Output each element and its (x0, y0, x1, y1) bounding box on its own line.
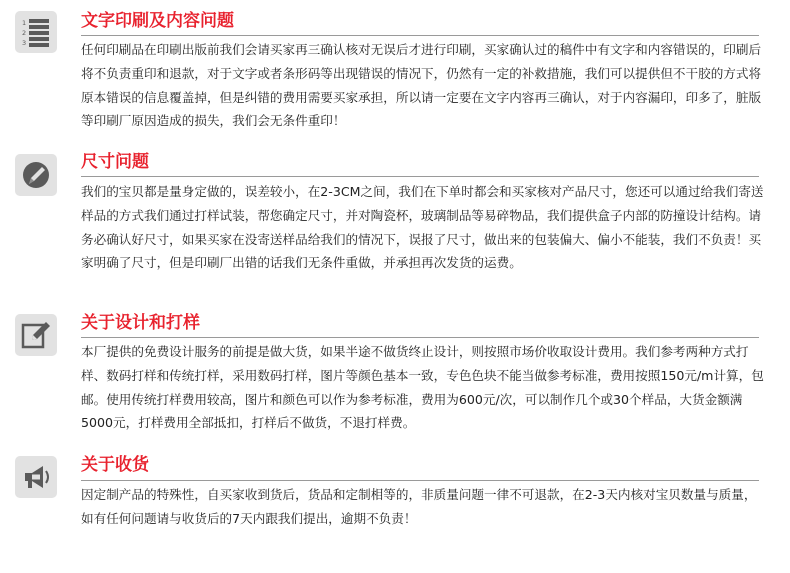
section-title: 关于收货 (81, 455, 149, 475)
ruler-pen-icon (15, 154, 57, 196)
section-body: 本厂提供的免费设计服务的前提是做大货，如果半途不做货终止设计，则按照市场价收取设计费用。我们参考两种方式打样、数码打样和传统打样，采用数码打样，图片等颜色基本一致，专色色块不能当做参考标准，费用按照150元/m计算，包邮。使用传统打样费用较高，图片和颜色可以作为参考标准，费用为600元/次，可以制作几个或30个样品，大货金额满5000元，打样费用全部抵扣，打样后不做货，不退打样费。 (81, 344, 764, 431)
section-title: 尺寸问题 (81, 152, 149, 172)
section-title: 文字印刷及内容问题 (81, 11, 234, 31)
section-body: 任何印刷品在印刷出版前我们会请买家再三确认核对无误后才进行印刷，买家确认过的稿件中有文字和内容错误的，印刷后将不负责重印和退款，对于文字或者条形码等出现错误的情况下，仍然有一定的补救措施，我们可以提供但不干胶的方式将原本错误的信息覆盖掉，但是纠错的费用需要买家承担，所以请一定要在文字内容再三确认，对于内容漏印，印多了，脏版等印刷厂原因造成的损失，我们会无条件重印！ (81, 42, 762, 129)
list-digit-3: 3 (22, 39, 27, 47)
title-divider (81, 176, 759, 177)
section-body: 因定制产品的特殊性，自买家收到货后，货品和定制相等的，非质量问题一律不可退款，在2-3天内核对宝贝数量与质量，如有任何问题请与收货后的7天内跟我们提出，逾期不负责！ (81, 487, 757, 526)
megaphone-icon (15, 456, 57, 498)
section-body: 我们的宝贝都是量身定做的，误差较小，在2-3CM之间，我们在下单时都会和买家核对产品尺寸，您还可以通过给我们寄送样品的方式我们通过打样试装，帮您确定尺寸，并对陶瓷杯，玻璃制品等易碎物品，我们提供盒子内部的防撞设计结构。请务必确认好尺寸，如果买家在没寄送样品给我们的情况下，误报了尺寸，做出来的包装偏大、偏小不能装，我们不负责！买家明确了尺寸，但是印刷厂出错的话我们无条件重做，并承担再次发货的运费。 (81, 184, 764, 271)
numbered-list-icon (15, 11, 57, 53)
title-divider (81, 480, 759, 481)
section-title: 关于设计和打样 (81, 313, 200, 333)
list-digit-2: 2 (22, 29, 27, 37)
title-divider (81, 35, 759, 36)
title-divider (81, 337, 759, 338)
edit-document-icon (15, 314, 57, 356)
list-digit-1: 1 (22, 19, 27, 27)
